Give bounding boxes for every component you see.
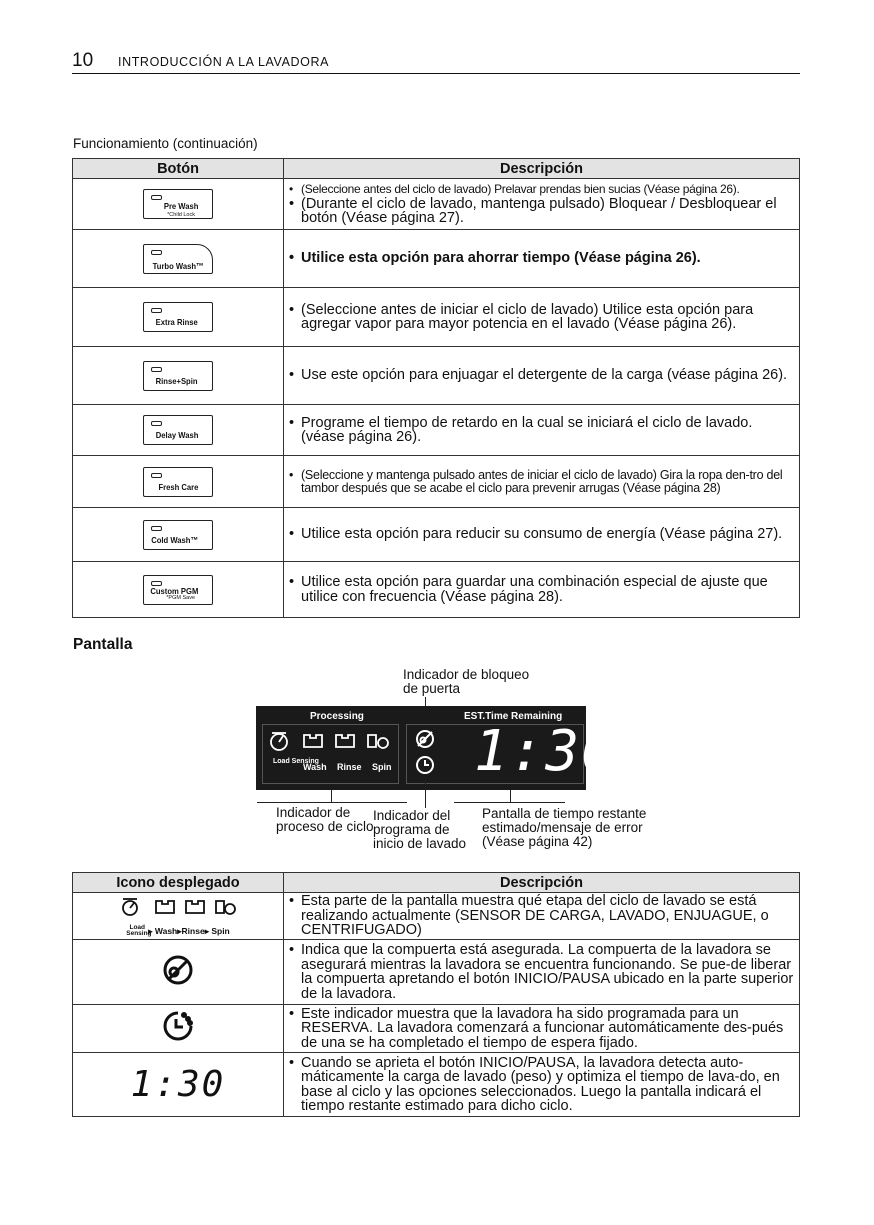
rinse-spin-button-icon: [143, 361, 213, 391]
delay-timer-icon: [161, 1009, 195, 1043]
description-cell: [284, 230, 800, 288]
icon-cell: [73, 940, 284, 1005]
description-text: • Utilice esta opción para ahorrar tiempo (Véase página 26).: [288, 251, 796, 266]
description-text: • (Seleccione antes del ciclo de lavado) Prelavar prendas bien sucias (Véase página 26).: [288, 182, 796, 197]
table-row: [73, 562, 800, 618]
icon-cell: [73, 1005, 284, 1053]
delay-timer-icon: [414, 754, 436, 776]
led-indicator: [151, 473, 162, 478]
button-label: Turbo Wash™: [152, 260, 204, 271]
header-rule: [72, 73, 800, 74]
load-label: Load Sensing: [126, 923, 152, 937]
column-header-description: Descripción: [284, 873, 800, 893]
description-text: • Use este opción para enjuagar el detergente de la carga (véase página 26).: [288, 368, 796, 383]
callout-cycle-process: Indicador de proceso de ciclo: [276, 805, 374, 834]
wash-label: Wash: [303, 762, 327, 772]
description-cell: [284, 179, 800, 230]
callout-delay-start: Indicador del programa de inicio de lavado: [373, 808, 467, 851]
led-indicator: [151, 308, 162, 313]
button-illustration-cell: [73, 456, 284, 508]
button-sublabel: *PGM Save: [166, 594, 195, 601]
table-row: [73, 405, 800, 456]
button-label: Fresh Care: [158, 481, 198, 492]
button-label: Delay Wash: [155, 430, 198, 440]
description-cell: [284, 893, 800, 940]
load-sensing-label: Load Sensing: [273, 758, 319, 765]
fresh-care-button-icon: [143, 467, 213, 497]
door-lock-icon: [161, 953, 195, 987]
description-cell: [284, 288, 800, 347]
spin-label: Spin: [372, 762, 392, 772]
display-section-title: Pantalla: [73, 636, 133, 653]
delay-wash-button-icon: [143, 415, 213, 445]
description-cell: [284, 562, 800, 618]
section-subtitle: Funcionamiento (continuación): [73, 136, 258, 151]
description-text: • Cuando se aprieta el botón INICIO/PAUSA, la lavadora detecta auto-máticamente la carga de lavado (peso) y optimiza el tiempo de lava-do, en base al ciclo y las opciones seleccionados. Luego la pantalla indicará el tiempo restante estimado para dicho ciclo.: [288, 1056, 796, 1114]
button-illustration-cell: [73, 230, 284, 288]
display-panel: [256, 706, 617, 790]
description-cell: [284, 456, 800, 508]
button-illustration-cell: [73, 179, 284, 230]
led-indicator: [151, 250, 162, 255]
description-cell: [284, 940, 800, 1005]
button-illustration-cell: [73, 562, 284, 618]
wash-label: Wash: [154, 925, 178, 936]
table-row: [73, 456, 800, 508]
est-time-label: EST.Time Remaining: [464, 711, 563, 722]
table-row: [73, 288, 800, 347]
table-row: [73, 230, 800, 288]
button-label: Cold Wash™: [151, 534, 198, 545]
custom-pgm-button-icon: [143, 575, 213, 605]
description-text: • Este indicador muestra que la lavadora ha sido programada para un RESERVA. La lavadora comenzará a funcionar automáticamente des-pués de una se ha completado el tiempo de espera fijado.: [288, 1007, 796, 1051]
button-sublabel: *Child Lock: [167, 212, 195, 218]
callout-door-lock: Indicador de bloqueo de puerta: [403, 667, 530, 696]
column-header-description: Descripción: [284, 159, 800, 179]
led-indicator: [151, 526, 162, 531]
cycle-progress-icons: [118, 895, 238, 919]
extra-rinse-button-icon: [143, 302, 213, 332]
table-row: [73, 347, 800, 405]
led-indicator: [151, 421, 162, 426]
button-illustration-cell: [73, 405, 284, 456]
description-text: • (Seleccione antes de iniciar el ciclo de lavado) Utilice esta opción para agregar vapor para mayor potencia en el lavado (Véase página 26).: [288, 303, 796, 332]
cycle-icons: [268, 730, 393, 752]
page-number: 10: [72, 50, 94, 71]
button-illustration-cell: [73, 347, 284, 405]
led-indicator: [151, 195, 162, 200]
button-label: Pre Wash: [163, 201, 198, 211]
turbo-wash-button-icon: [143, 244, 213, 274]
table-row: [73, 1053, 800, 1117]
table-row: [73, 1005, 800, 1053]
description-cell: [284, 405, 800, 456]
table-row: [73, 940, 800, 1005]
description-text: • (Seleccione y mantenga pulsado antes de iniciar el ciclo de lavado) Gira la ropa den-tro del tambor después que se acabe el ciclo para prevenir arrugas (Véase página 28): [288, 469, 796, 495]
button-illustration-cell: [73, 508, 284, 562]
table-row: [73, 179, 800, 230]
table-row: [73, 893, 800, 940]
callout-line: [454, 802, 565, 803]
callout-line: [425, 780, 426, 808]
table-row: [73, 508, 800, 562]
table-header-row: [73, 159, 800, 179]
column-header-button: Botón: [73, 159, 284, 179]
description-text: • Esta parte de la pantalla muestra qué etapa del ciclo de lavado se está realizando actualmente (SENSOR DE CARGA, LAVADO, ENJUAGUE, o CENTRIFUGADO): [288, 894, 796, 938]
display-icons-table: [72, 872, 800, 1117]
description-text: • Utilice esta opción para reducir su consumo de energía (Véase página 27).: [288, 527, 796, 542]
description-cell: [284, 1053, 800, 1117]
column-header-icon: Icono desplegado: [73, 873, 284, 893]
description-text: • (Durante el ciclo de lavado, mantenga pulsado) Bloquear / Desbloquear el botón (Véase página 27).: [288, 197, 796, 226]
button-label: Custom PGM: [149, 585, 198, 596]
callout-line: [257, 802, 407, 803]
spin-label: Spin: [211, 925, 230, 936]
processing-label: Processing: [310, 711, 364, 722]
rinse-label: Rinse: [337, 762, 362, 772]
callout-time-remaining: Pantalla de tiempo restante estimado/mensaje de error (Véase página 42): [482, 806, 647, 849]
description-text: • Utilice esta opción para guardar una combinación especial de ajuste que utilice con frecuencia (Véase página 28).: [288, 575, 796, 604]
rinse-label: Rinse: [181, 925, 205, 936]
table-header-row: [73, 873, 800, 893]
button-label: Rinse+Spin: [156, 375, 198, 386]
led-indicator: [151, 367, 162, 372]
button-label: Extra Rinse: [155, 317, 198, 327]
icon-cell: [73, 893, 284, 940]
callout-line: [331, 790, 332, 802]
cycle-stage-labels: Load Sensing▸ Wash▸Rinse▸ Spin: [126, 923, 230, 937]
time-digits-icon: 1:30: [130, 1064, 226, 1105]
time-display: 1:30: [474, 719, 617, 784]
description-cell: [284, 347, 800, 405]
buttons-table: [72, 158, 800, 618]
button-illustration-cell: [73, 288, 284, 347]
icon-cell: [73, 1053, 284, 1117]
cold-wash-button-icon: [143, 520, 213, 550]
door-lock-icon: [414, 728, 436, 750]
description-text: • Indica que la compuerta está asegurada. La compuerta de la lavadora se asegurará mientras la lavadora se encuentra funcionando. Se pue-de liberar la compuerta apretando el botón INICIO/PAUSA ubicado en la parte superior de la lavadora.: [288, 943, 796, 1001]
description-cell: [284, 508, 800, 562]
callout-line: [510, 790, 511, 802]
section-header: INTRODUCCIÓN A LA LAVADORA: [118, 55, 330, 69]
description-cell: [284, 1005, 800, 1053]
description-text: • Programe el tiempo de retardo en la cual se iniciará el ciclo de lavado. (véase página 26).: [288, 416, 796, 445]
pre-wash-button-icon: [143, 189, 213, 219]
